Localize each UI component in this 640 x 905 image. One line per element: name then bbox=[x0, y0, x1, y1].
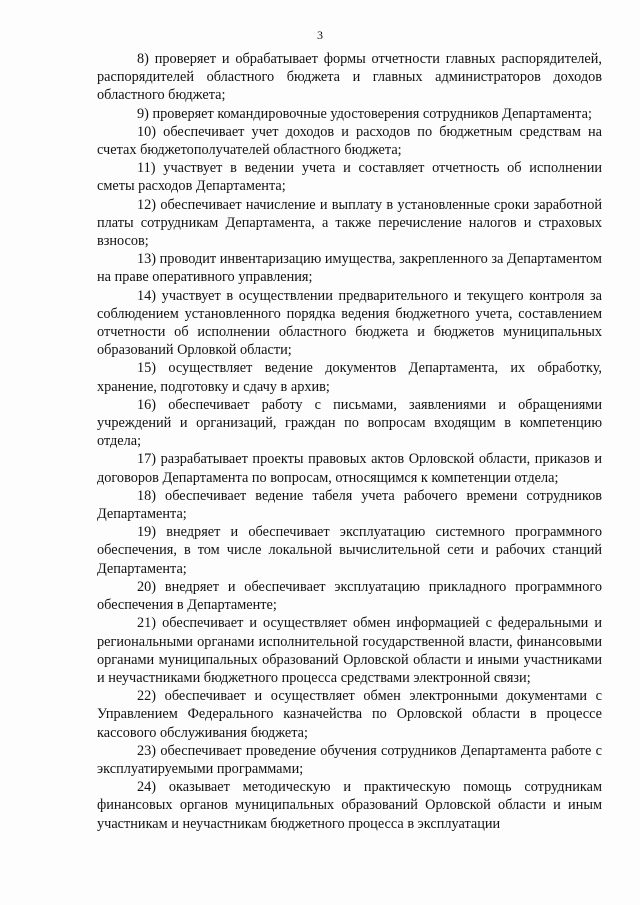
list-item: 10) обеспечивает учет доходов и расходов по бюджетным средствам на счетах бюджетополучателей областного бюджета; bbox=[97, 123, 606, 159]
list-item: 24) оказывает методическую и практическую помощь сотрудникам финансовых органов муниципальных образований Орловской области и иным участникам и неучастникам бюджетного процесса в эксплуатации bbox=[97, 779, 606, 832]
list-item: 17) разрабатывает проекты правовых актов Орловской области, приказов и договоров Департамента по вопросам, относящимся к компетенции отдела; bbox=[97, 451, 606, 486]
list-item: 19) внедряет и обеспечивает эксплуатацию системного программного обеспечения, в том числе локальной вычислительной сети и рабочих станций Департамента; bbox=[97, 524, 606, 577]
list-item: 21) обеспечивает и осуществляет обмен информацией с федеральными и региональными органами исполнительной государственной власти, финансовыми органами муниципальных образований Орловской области и иными участниками и неучастниками бюджетного процесса средствами электронной связи; bbox=[97, 615, 606, 686]
list-item: 18) обеспечивает ведение табеля учета рабочего времени сотрудников Департамента; bbox=[97, 487, 606, 523]
list-item: 22) обеспечивает и осуществляет обмен электронными документами с Управлением Федерального казначейства по Орловской области в процессе кассового обслуживания бюджета; bbox=[97, 688, 606, 741]
list-item: 23) обеспечивает проведение обучения сотрудников Департамента работе с эксплуатируемыми программами; bbox=[97, 742, 606, 777]
page-number: 3 bbox=[317, 28, 323, 42]
list-item: 14) участвует в осуществлении предварительного и текущего контроля за соблюдением установленного порядка ведения бюджетного учета, составлением отчетности об исполнении областного бюджета и бюджетов муниципальных образований Орловкой области; bbox=[97, 287, 606, 359]
list-item: 12) обеспечивает начисление и выплату в установленные сроки заработной платы сотрудникам Департамента, а также перечисление налогов и страховых взносов; bbox=[97, 196, 606, 250]
list-item: 9) проверяет командировочные удостоверения сотрудников Департамента; bbox=[137, 105, 592, 122]
list-item: 13) проводит инвентаризацию имущества, закрепленного за Департаментом на праве оперативного управления; bbox=[97, 251, 606, 286]
document-body bbox=[97, 50, 606, 833]
list-item: 11) участвует в ведении учета и составляет отчетность об исполнении сметы расходов Департамента; bbox=[97, 160, 606, 195]
list-item: 8) проверяет и обрабатывает формы отчетности главных распорядителей, распорядителей областного бюджета и главных администраторов доходов областного бюджета; bbox=[97, 51, 606, 104]
list-item: 20) внедряет и обеспечивает эксплуатацию прикладного программного обеспечения в Департаменте; bbox=[97, 578, 606, 614]
list-item: 16) обеспечивает работу с письмами, заявлениями и обращениями учреждений и организаций, граждан по вопросам входящим в компетенцию отдела; bbox=[97, 396, 606, 450]
list-item: 15) осуществляет ведение документов Департамента, их обработку, хранение, подготовку и сдачу в архив; bbox=[97, 360, 606, 395]
